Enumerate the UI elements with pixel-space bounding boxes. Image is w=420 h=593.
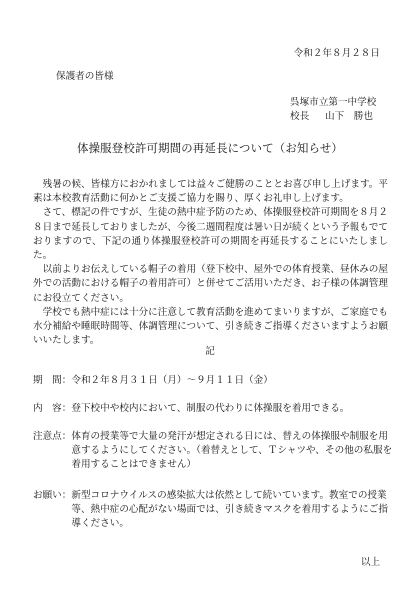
body-paragraph: 以前よりお伝えしている帽子の着用（登下校中、屋外での体育授業、昼休みの屋外での活動における帽子の着用許可）と併せてご活用いただき、お子様の体調管理にお役立てください。: [33, 264, 388, 304]
sender-title: 校長: [290, 111, 310, 122]
item-key: 内 容：: [33, 403, 72, 414]
item-key: 期 間：: [33, 375, 72, 386]
sender-organization: 呉塚市立第一中学校: [290, 97, 377, 108]
body-paragraph: さて、標記の件ですが、生徒の熱中症予防のため、体操服登校許可期間を８月２８日まで延長しておりましたが、今後二週間程度は暑い日が続くという予報もでておりますので、下記の通り体操服登校許可の期間を再延長することにいたしました。: [33, 207, 388, 262]
item-key: お願い：: [33, 490, 72, 501]
sender-name: 山下 勝也: [325, 111, 373, 122]
item-request: [33, 489, 393, 532]
body-text: [33, 178, 388, 348]
item-value: 体育の授業等で大量の発汗が想定される日には、替えの体操服や制服を用意するようにしてください。（着替えとして、Ｔシャツや、その他の私服を着用することはできません）: [71, 431, 393, 471]
item-content: [33, 402, 393, 416]
item-caution: [33, 430, 393, 473]
body-paragraph: 学校でも熱中症には十分に注意して教育活動を進めてまいりますが、ご家庭でも水分補給や睡眠時間等、体調管理について、引き続きご指導くださいますようお願いいたします。: [33, 306, 388, 347]
recipient: 保護者の皆様: [56, 71, 114, 82]
item-period: [33, 374, 393, 388]
document-date: 令和２年８月２８日: [293, 48, 380, 59]
item-value: 令和２年８月３１日（月）～９月１１日（金）: [71, 375, 273, 386]
document-title: 体操服登校許可期間の再延長について（お知らせ）: [76, 141, 344, 155]
item-value: 新型コロナウイルスの感染拡大は依然として続いています。教室での授業等、熱中症の心配がない場面では、引き続きマスクを着用するようにご指導ください。: [71, 490, 388, 530]
item-value: 登下校中や校内において、制服の代わりに体操服を着用できる。: [71, 403, 350, 414]
body-paragraph: 残暑の候、皆様方におかれましては益々ご健勝のこととお喜び申し上げます。平素は本校教育活動に何かとご支援ご協力を賜り、厚くお礼申し上げます。: [33, 179, 388, 205]
closing-mark: 以上: [360, 557, 380, 568]
ki-heading: 記: [205, 346, 215, 357]
item-key: 注意点：: [33, 431, 72, 442]
